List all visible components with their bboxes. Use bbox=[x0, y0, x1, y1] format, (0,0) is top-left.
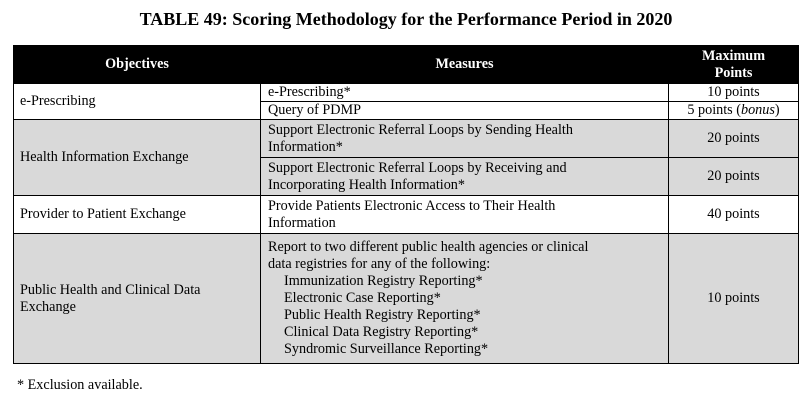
header-points-line1: Maximum bbox=[701, 47, 766, 64]
points-public-health: 10 points bbox=[669, 234, 799, 364]
header-points-line2: Points bbox=[714, 64, 753, 81]
measure-patient-access bbox=[261, 196, 669, 234]
objective-public-health-line2: Exchange bbox=[20, 298, 76, 315]
measure-patient-access-line1: Provide Patients Electronic Access to Their Health bbox=[268, 197, 556, 214]
measure-public-health bbox=[261, 234, 669, 364]
header-maximum-points bbox=[669, 46, 799, 84]
measure-query-pdmp: Query of PDMP bbox=[261, 102, 669, 120]
table-row bbox=[14, 196, 799, 234]
table-row bbox=[14, 120, 799, 158]
measure-referral-sending-line2: Information* bbox=[268, 138, 343, 155]
measure-item-syndromic-surveillance: Syndromic Surveillance Reporting* bbox=[284, 341, 489, 357]
measure-referral-receiving bbox=[261, 158, 669, 196]
points-query-pdmp-prefix: 5 points ( bbox=[687, 102, 741, 118]
measure-item-clinical-data-registry: Clinical Data Registry Reporting* bbox=[284, 324, 479, 340]
objective-provider-to-patient: Provider to Patient Exchange bbox=[14, 196, 261, 234]
measure-e-prescribing: e-Prescribing* bbox=[261, 84, 669, 102]
header-objectives: Objectives bbox=[14, 46, 261, 84]
footnote: * Exclusion available. bbox=[17, 377, 143, 393]
objective-public-health-line1: Public Health and Clinical Data bbox=[20, 281, 201, 298]
objective-e-prescribing: e-Prescribing bbox=[14, 84, 261, 120]
measure-referral-receiving-line1: Support Electronic Referral Loops by Receiving and bbox=[268, 159, 567, 176]
points-query-pdmp bbox=[669, 102, 799, 120]
points-bonus-label: bonus bbox=[740, 102, 775, 118]
header-row bbox=[14, 46, 799, 84]
table-title: TABLE 49: Scoring Methodology for the Performance Period in 2020 bbox=[139, 9, 673, 29]
points-referral-sending: 20 points bbox=[669, 120, 799, 158]
measure-patient-access-line2: Information bbox=[268, 214, 336, 231]
measure-referral-sending-line1: Support Electronic Referral Loops by Sending Health bbox=[268, 121, 573, 138]
measure-public-health-intro-line1: Report to two different public health agencies or clinical bbox=[268, 239, 589, 255]
points-e-prescribing: 10 points bbox=[669, 84, 799, 102]
measure-public-health-intro-line2: data registries for any of the following: bbox=[268, 256, 491, 272]
table-row bbox=[14, 234, 799, 364]
measure-item-immunization: Immunization Registry Reporting* bbox=[284, 273, 483, 289]
points-referral-receiving: 20 points bbox=[669, 158, 799, 196]
table-row bbox=[14, 84, 799, 102]
measure-referral-receiving-line2: Incorporating Health Information* bbox=[268, 176, 465, 193]
measure-referral-sending bbox=[261, 120, 669, 158]
objective-health-information-exchange: Health Information Exchange bbox=[14, 120, 261, 196]
objective-public-health bbox=[14, 234, 261, 364]
points-patient-access: 40 points bbox=[669, 196, 799, 234]
points-query-pdmp-suffix: ) bbox=[774, 102, 780, 118]
measure-item-public-health-registry: Public Health Registry Reporting* bbox=[284, 307, 481, 323]
measure-item-electronic-case: Electronic Case Reporting* bbox=[284, 290, 441, 306]
scoring-table bbox=[13, 45, 799, 364]
header-measures: Measures bbox=[261, 46, 669, 84]
